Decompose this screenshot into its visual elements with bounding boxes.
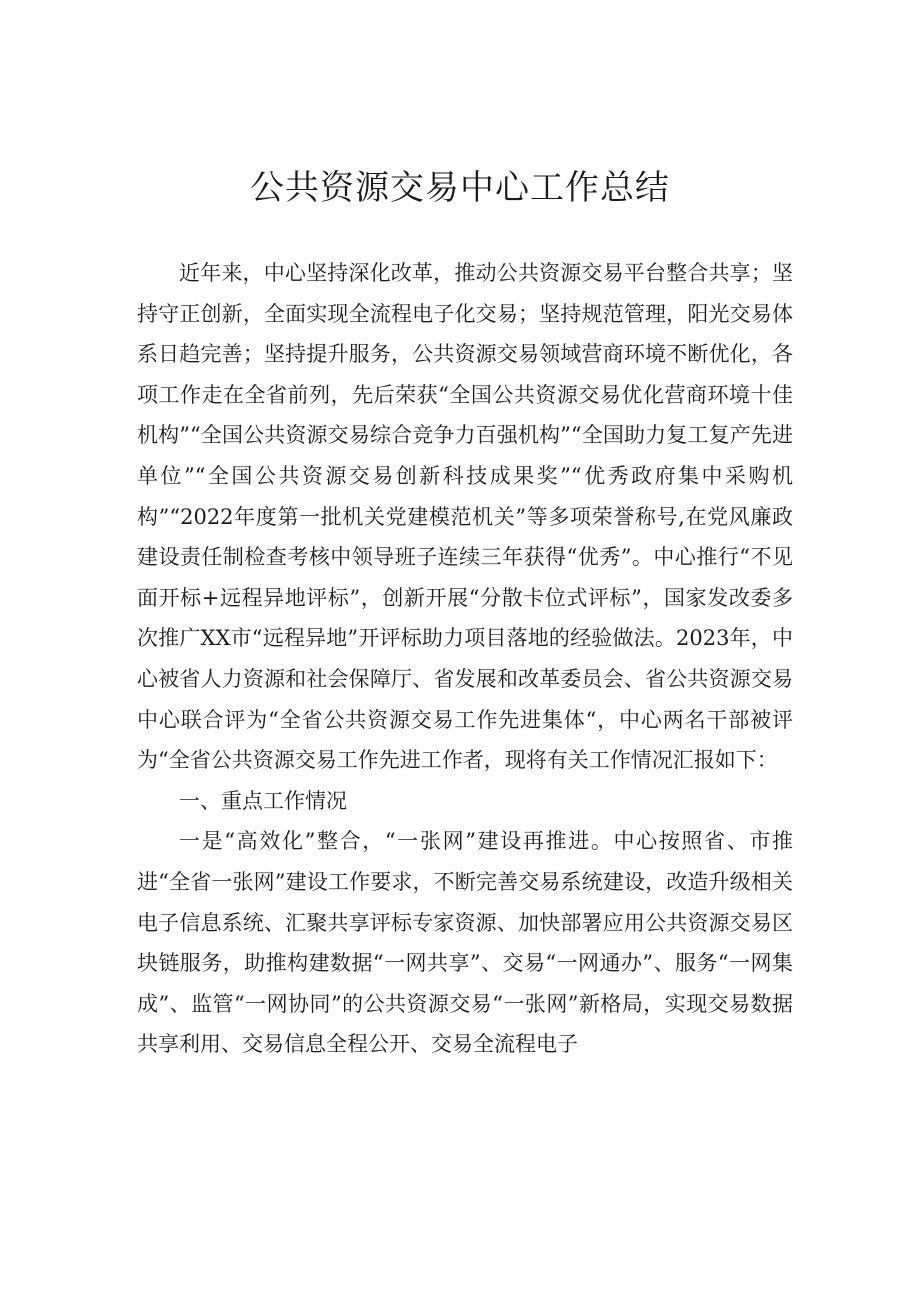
section-paragraph: 一是“高效化”整合，“一张网”建设再推进。中心按照省、市推进“全省一张网”建设工作要求，不断完善交易系统建设，改造升级相关电子信息系统、汇聚共享评标专家资源、加快部署应用公共资源交易区块链服务，助推构建数据“一网共享”、交易“一网通办”、服务“一网集成”、监管“一网协同”的公共资源交易“一张网”新格局，实现交易数据共享利用、交易信息全程公开、交易全流程电子 [137,829,793,1057]
intro-paragraph: 近年来，中心坚持深化改革，推动公共资源交易平台整合共享；坚持守正创新，全面实现全流程电子化交易；坚持规范管理，阳光交易体系日趋完善；坚持提升服务，公共资源交易领域营商环境不断优化，各项工作走在全省前列，先后荣获“全国公共资源交易优化营商环境十佳机构”“全国公共资源交易综合竞争力百强机构”“全国助力复工复产先进单位”“全国公共资源交易创新科技成果奖”“优秀政府集中采购机构”“2022年度第一批机关党建模范机关”等多项荣誉称号,在党风廉政建设责任制检查考核中领导班子连续三年获得“优秀”。中心推行“不见面开标+远程异地评标”，创新开展“分散卡位式评标”，国家发改委多次推广XX市“远程异地”开评标助力项目落地的经验做法。2023年，中心被省人力资源和社会保障厅、省发展和改革委员会、省公共资源交易中心联合评为“全省公共资源交易工作先进集体“，中心两名干部被评为“全省公共资源交易工作先进工作者，现将有关工作情况汇报如下： [137,261,793,773]
section-heading: 一、重点工作情况 [179,788,347,813]
document-body [137,253,793,1065]
document-title: 公共资源交易中心工作总结 [250,168,670,208]
